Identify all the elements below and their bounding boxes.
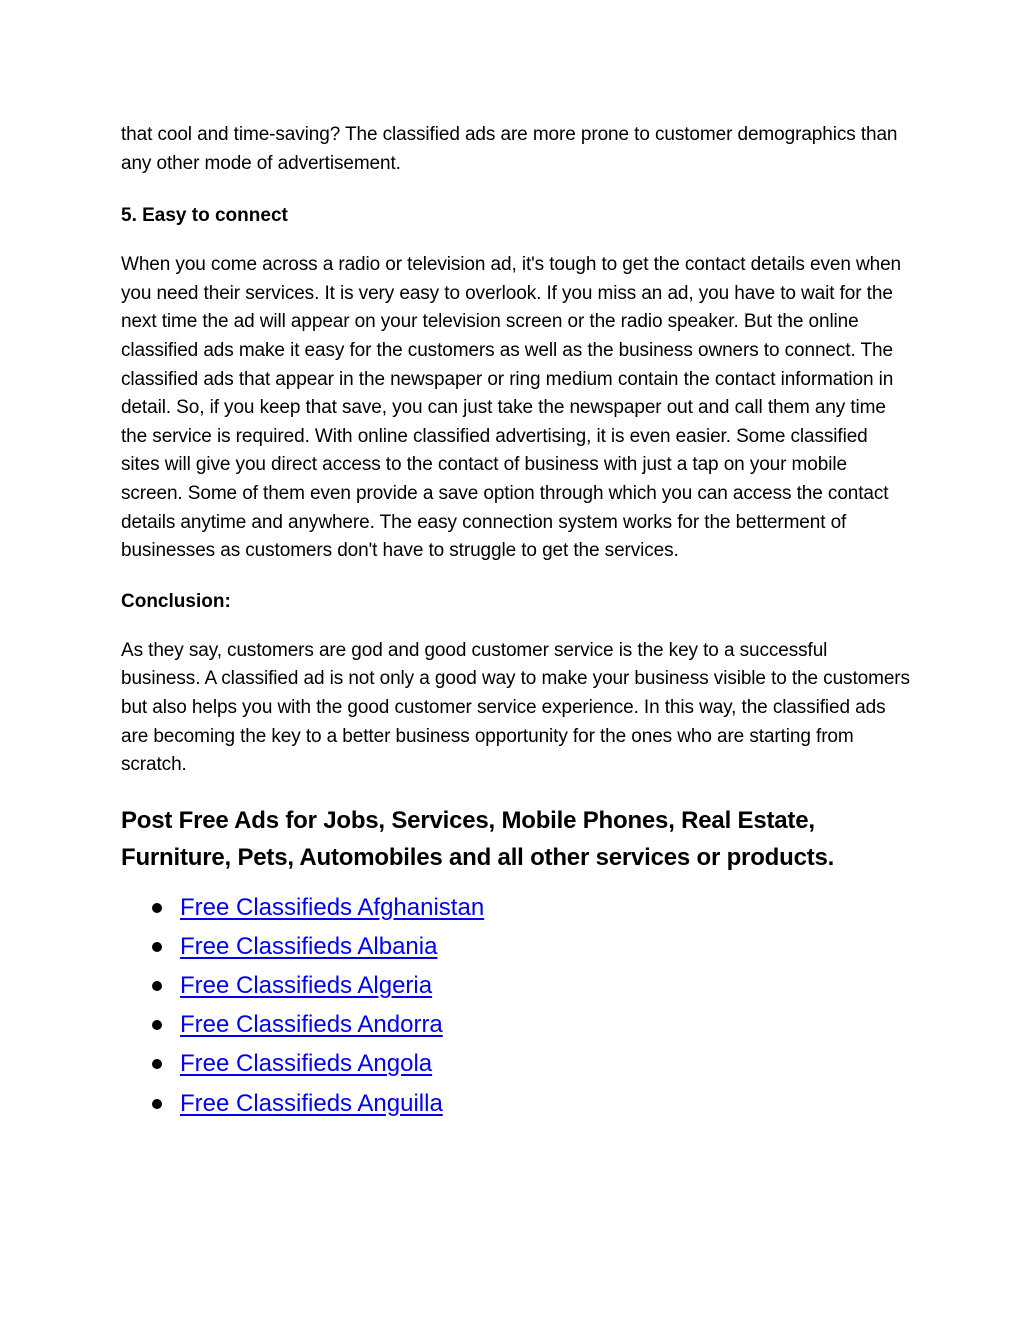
bullet-icon xyxy=(152,903,162,913)
list-item xyxy=(121,1005,911,1044)
list-item xyxy=(121,927,911,966)
link-algeria[interactable]: Free Classifieds Algeria xyxy=(180,972,433,1000)
bullet-icon xyxy=(152,1020,162,1030)
link-angola[interactable]: Free Classifieds Angola xyxy=(180,1050,433,1078)
document-page xyxy=(121,121,911,1123)
list-item xyxy=(121,888,911,927)
bullet-icon xyxy=(152,981,162,991)
link-anguilla[interactable]: Free Classifieds Anguilla xyxy=(180,1089,443,1117)
section-paragraph: When you come across a radio or television ad, it's tough to get the contact details even when you need their services. It is very easy to overlook. If you miss an ad, you have to wait for the next time the ad will appear on your television screen or the radio speaker. But the online classified ads make it easy for the customers as well as the business owners to connect. The classified ads that appear in the newspaper or ring medium contain the contact information in detail. So, if you keep that save, you can just take the newspaper out and call them any time the service is required. With online classified advertising, it is even easier. Some classified sites will give you direct access to the contact of business with just a tap on your mobile screen. Some of them even provide a save option through which you can access the contact details anytime and anywhere. The easy connection system works for the betterment of businesses as customers don't have to struggle to get the services. xyxy=(121,254,902,562)
bullet-icon xyxy=(152,1059,162,1069)
bullet-icon xyxy=(152,1099,162,1109)
classifieds-link-list xyxy=(121,888,911,1123)
intro-paragraph: that cool and time-saving? The classified ads are more prone to customer demographics than any other mode of advertisement. xyxy=(121,124,898,174)
list-item xyxy=(121,1044,911,1083)
link-andorra[interactable]: Free Classifieds Andorra xyxy=(180,1011,443,1039)
link-afghanistan[interactable]: Free Classifieds Afghanistan xyxy=(180,893,485,921)
section-heading: 5. Easy to connect xyxy=(121,205,288,227)
list-item xyxy=(121,1084,911,1123)
promo-heading: Post Free Ads for Jobs, Services, Mobile Phones, Real Estate, Furniture, Pets, Automobiles and all other services or products. xyxy=(121,806,835,871)
list-item xyxy=(121,966,911,1005)
bullet-icon xyxy=(152,942,162,952)
conclusion-paragraph: As they say, customers are god and good customer service is the key to a successful business. A classified ad is not only a good way to make your business visible to the customers but also helps you with the good customer service experience. In this way, the classified ads are becoming the key to a better business opportunity for the ones who are starting from scratch. xyxy=(121,639,910,776)
conclusion-heading: Conclusion: xyxy=(121,590,231,612)
link-albania[interactable]: Free Classifieds Albania xyxy=(180,932,438,960)
